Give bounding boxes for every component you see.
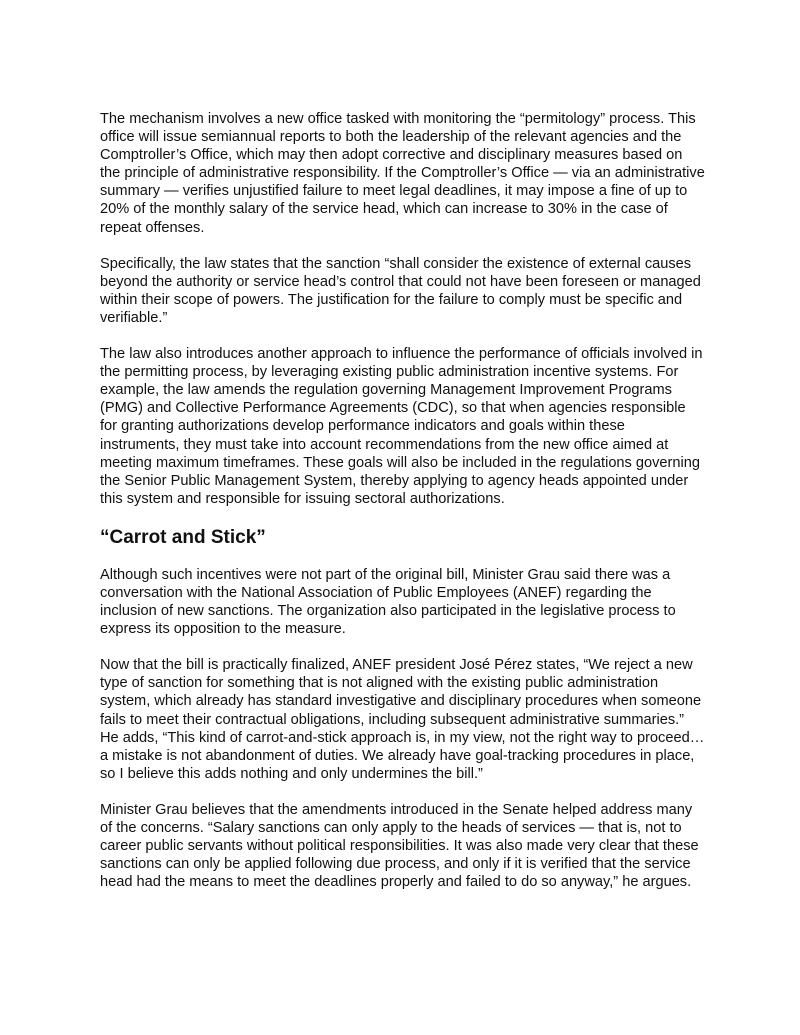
paragraph-monitoring-office: The mechanism involves a new office tasked with monitoring the “permitology” process. This office will issue semiannual reports to both the leadership of the relevant agencies and the Comptroller’s Office, which may then adopt corrective and disciplinary measures based on the principle of administrative responsibility. If the Comptroller’s Office — via an administrative summary — verifies unjustified failure to meet legal deadlines, it may impose a fine of up to 20% of the monthly salary of the service head, which can increase to 30% in the case of repeat offenses.	[100, 111, 705, 236]
paragraph-incentive-systems: The law also introduces another approach to influence the performance of officials involved in the permitting process, by leveraging existing public administration incentive systems. For example, the law amends the regulation governing Management Improvement Programs (PMG) and Collective Performance Agreements (CDC), so that when agencies responsible for granting authorizations develop performance indicators and goals within these instruments, they must take into account recommendations from the new office aimed at meeting maximum timeframes. These goals will also be included in the regulations governing the Senior Public Management System, thereby applying to agency heads appointed under this system and responsible for issuing sectoral authorizations.	[100, 346, 703, 507]
paragraph-minister-grau-response: Minister Grau believes that the amendments introduced in the Senate helped address many of the concerns. “Salary sanctions can only apply to the heads of services — that is, not to career public servants without political responsibilities. It was also made very clear that these sanctions can only be applied following due process, and only if it is verified that the service head had the means to meet the deadlines properly and failed to do so anyway,” he argues.	[100, 801, 699, 891]
paragraph-anef-president-quote: Now that the bill is practically finalized, ANEF president José Pérez states, “We reject a new type of sanction for something that is not aligned with the existing public administration system, which already has standard investigative and disciplinary procedures when someone fails to meet their contractual obligations, including subsequent administrative summaries.” He adds, “This kind of carrot-and-stick approach is, in my view, not the right way to proceed… a mistake is not abandonment of duties. We already have goal-tracking procedures in place, so I believe this adds nothing and only undermines the bill.”	[100, 657, 705, 782]
document-page	[100, 110, 705, 909]
paragraph-sanction-conditions: Specifically, the law states that the sanction “shall consider the existence of external causes beyond the authority or service head’s control that could not have been foreseen or managed within their scope of powers. The justification for the failure to comply must be specific and verifiable.”	[100, 255, 701, 326]
section-heading: “Carrot and Stick”	[100, 526, 266, 548]
paragraph-anef-conversation: Although such incentives were not part of the original bill, Minister Grau said there was a conversation with the National Association of Public Employees (ANEF) regarding the inclusion of new sanctions. The organization also participated in the legislative process to express its opposition to the measure.	[100, 566, 676, 638]
